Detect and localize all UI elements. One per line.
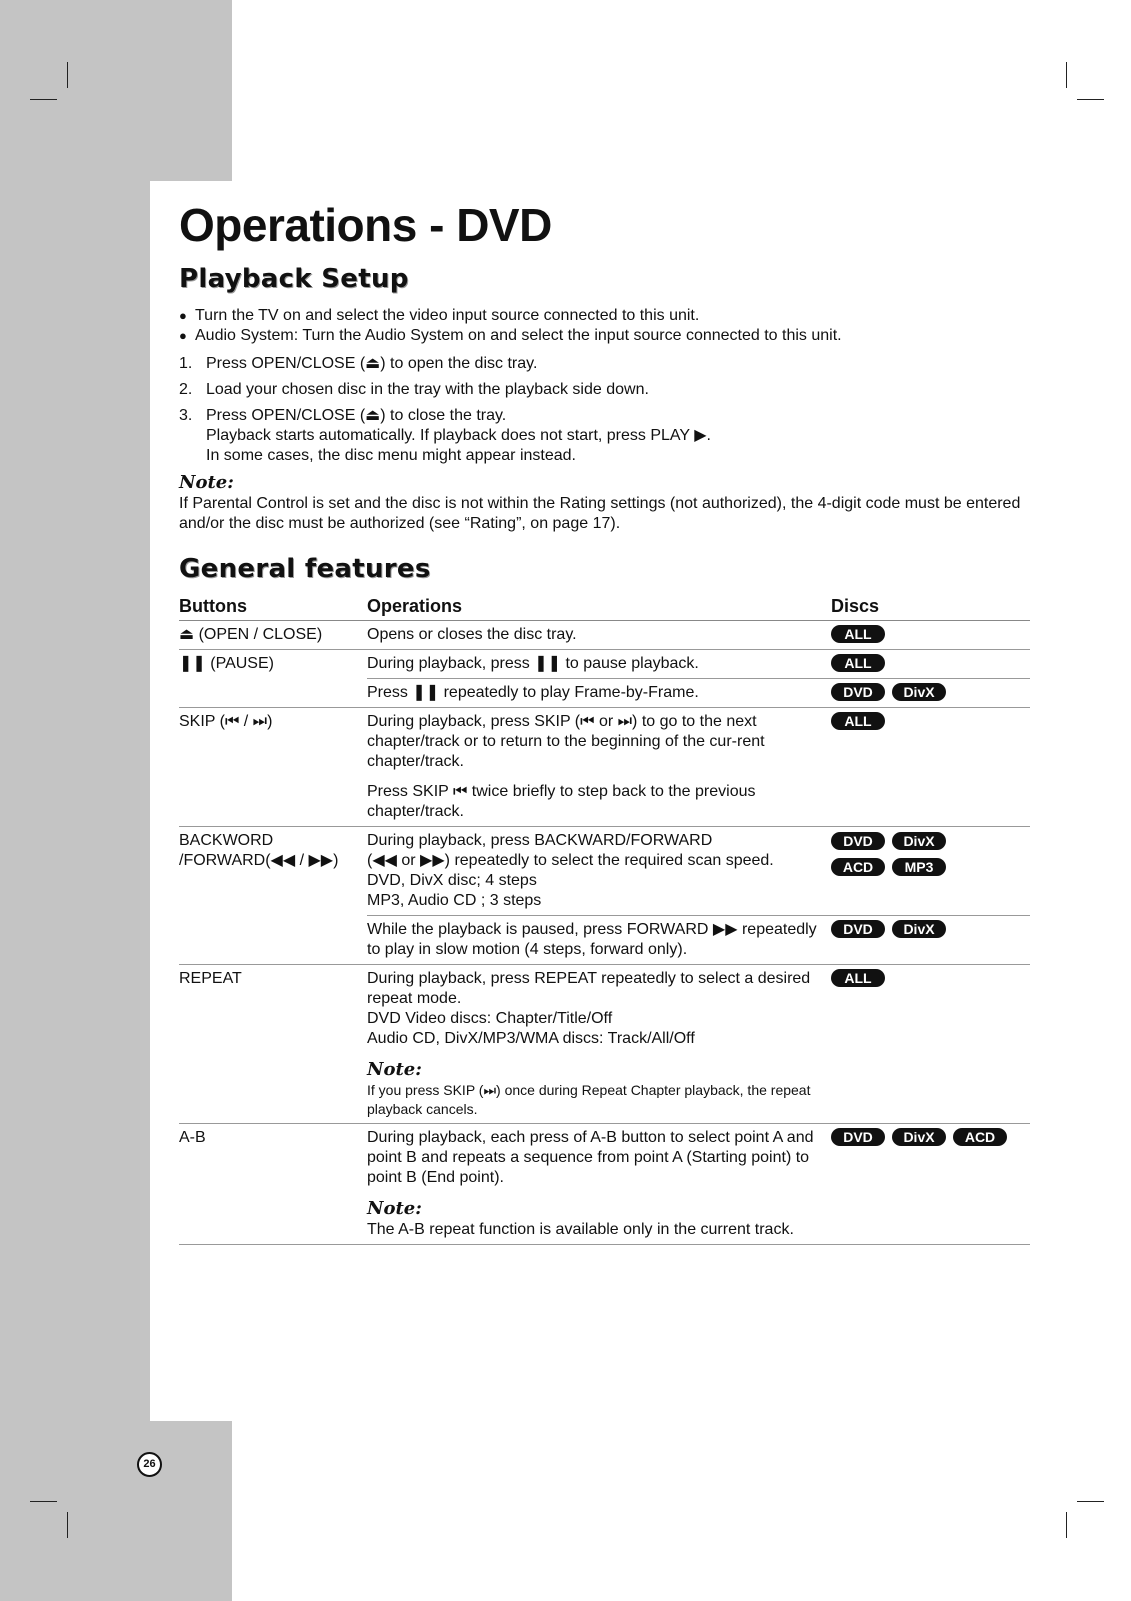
- step-number: 3.: [179, 407, 193, 424]
- crop-mark: [1066, 62, 1067, 88]
- operation-text: DVD Video discs: Chapter/Title/Off: [367, 1010, 613, 1027]
- column-header-discs: Discs: [831, 590, 1030, 621]
- disc-badge: DivX: [892, 683, 946, 701]
- crop-mark: [67, 1512, 68, 1538]
- operation-cell: While the playback is paused, press FORWARD ▶▶ repeatedly to play in slow motion (4 steps, forward only).: [367, 916, 831, 965]
- disc-badge: DVD: [831, 683, 885, 701]
- bullet-list: [179, 306, 1030, 346]
- step-number: 2.: [179, 381, 193, 398]
- column-header-buttons: Buttons: [179, 590, 367, 621]
- operation-text: During playback, each press of A-B button to select point A and point B and repeats a sequence from point A (Starting point) to point B (End point).: [367, 1129, 814, 1186]
- note-label: Note:: [179, 472, 234, 493]
- step-text: Press OPEN/CLOSE (⏏) to close the tray.: [206, 407, 507, 424]
- step-text: Playback starts automatically. If playback does not start, press PLAY ▶.: [206, 427, 711, 444]
- button-cell: [179, 916, 367, 965]
- note-text: If you press SKIP (⏭) once during Repeat Chapter playback, the repeat playback cancels.: [367, 1082, 811, 1117]
- column-header-operations: Operations: [367, 590, 831, 621]
- bullet-item: ● Turn the TV on and select the video input source connected to this unit.: [179, 306, 1030, 326]
- disc-badge: ALL: [831, 712, 885, 730]
- operation-cell: [367, 827, 831, 916]
- crop-mark: [1077, 99, 1104, 100]
- general-features-heading: General features: [179, 554, 431, 584]
- button-cell: ⏏ (OPEN / CLOSE): [179, 621, 367, 650]
- operation-text: During playback, press SKIP (⏮ or ⏭) to go to the next chapter/track or to return to the beginning of the cur-rent chapter/track.: [367, 713, 765, 770]
- operation-cell: [367, 965, 831, 1124]
- step-text: Press OPEN/CLOSE (⏏) to open the disc tray.: [206, 355, 538, 372]
- operation-cell: Press ❚❚ repeatedly to play Frame-by-Frame.: [367, 679, 831, 708]
- page-content: [179, 198, 1030, 1245]
- discs-cell: [831, 1124, 1030, 1245]
- playback-setup-heading: Playback Setup: [179, 264, 409, 294]
- step-text: Load your chosen disc in the tray with the playback side down.: [206, 381, 649, 398]
- step-number: 1.: [179, 355, 193, 372]
- operation-cell: [367, 708, 831, 827]
- disc-badge: DivX: [892, 832, 946, 850]
- button-text: /FORWARD(◀◀ / ▶▶): [179, 852, 339, 869]
- crop-mark: [30, 99, 57, 100]
- table-row: [179, 650, 1030, 679]
- crop-mark: [1077, 1501, 1104, 1502]
- step-item: [179, 354, 1030, 374]
- step-item: [179, 406, 1030, 466]
- crop-mark: [1066, 1512, 1067, 1538]
- button-cell: REPEAT: [179, 965, 367, 1124]
- table-row: [179, 621, 1030, 650]
- features-table: [179, 590, 1030, 1245]
- operation-text: MP3, Audio CD ; 3 steps: [367, 892, 542, 909]
- disc-badge: DVD: [831, 832, 885, 850]
- crop-mark: [67, 62, 68, 88]
- operation-cell: [367, 1124, 831, 1245]
- step-text: In some cases, the disc menu might appear instead.: [206, 447, 576, 464]
- button-text: BACKWORD: [179, 832, 274, 849]
- operation-text: During playback, press BACKWARD/FORWARD: [367, 832, 713, 849]
- operation-text: During playback, press REPEAT repeatedly to select a desired repeat mode.: [367, 970, 811, 1007]
- disc-badge: ACD: [953, 1128, 1007, 1146]
- disc-badge: DVD: [831, 1128, 885, 1146]
- step-item: [179, 380, 1030, 400]
- discs-cell: [831, 679, 1030, 708]
- disc-badge: DivX: [892, 1128, 946, 1146]
- table-row: [179, 965, 1030, 1124]
- operation-text: DVD, DivX disc; 4 steps: [367, 872, 537, 889]
- table-header-row: [179, 590, 1030, 621]
- page-number: 26: [137, 1452, 162, 1477]
- note-text: The A-B repeat function is available only in the current track.: [367, 1221, 794, 1238]
- note-label: Note:: [367, 1059, 422, 1080]
- disc-badge: ALL: [831, 654, 885, 672]
- operation-cell: During playback, press ❚❚ to pause playback.: [367, 650, 831, 679]
- discs-cell: [831, 650, 1030, 679]
- table-row: [179, 708, 1030, 827]
- button-cell: A-B: [179, 1124, 367, 1245]
- button-cell: ❚❚ (PAUSE): [179, 655, 274, 672]
- operation-text: Audio CD, DivX/MP3/WMA discs: Track/All/Off: [367, 1030, 695, 1047]
- step-text-block: [206, 406, 711, 466]
- note-text: If Parental Control is set and the disc is not within the Rating settings (not authorized), the 4-digit code must be entered and/or the disc must be authorized (see “Rating”, on page 17).: [179, 495, 1021, 532]
- disc-badge: ALL: [831, 969, 885, 987]
- steps-list: [179, 354, 1030, 466]
- button-cell: [179, 827, 367, 916]
- table-row: [179, 1124, 1030, 1245]
- note-label: Note:: [367, 1198, 422, 1219]
- table-row: [179, 916, 1030, 965]
- table-row: [179, 827, 1030, 916]
- discs-cell: [831, 965, 1030, 1124]
- disc-badge: ACD: [831, 858, 885, 876]
- disc-badge: DivX: [892, 920, 946, 938]
- discs-cell: [831, 916, 1030, 965]
- operation-cell: Opens or closes the disc tray.: [367, 621, 831, 650]
- crop-mark: [30, 1501, 57, 1502]
- discs-cell: [831, 708, 1030, 827]
- disc-badge: MP3: [892, 858, 946, 876]
- disc-badge: ALL: [831, 625, 885, 643]
- button-cell: [179, 679, 367, 708]
- disc-badge: DVD: [831, 920, 885, 938]
- button-cell: SKIP (⏮ / ⏭): [179, 708, 367, 827]
- discs-cell: [831, 621, 1030, 650]
- operation-text: Press SKIP ⏮ twice briefly to step back to the previous chapter/track.: [367, 783, 756, 820]
- discs-cell: [831, 827, 1030, 916]
- bullet-item: ● Audio System: Turn the Audio System on and select the input source connected to this unit.: [179, 326, 1030, 346]
- operation-text: (◀◀ or ▶▶) repeatedly to select the required scan speed.: [367, 852, 774, 869]
- page-title: Operations - DVD: [179, 199, 552, 251]
- table-row: [179, 679, 1030, 708]
